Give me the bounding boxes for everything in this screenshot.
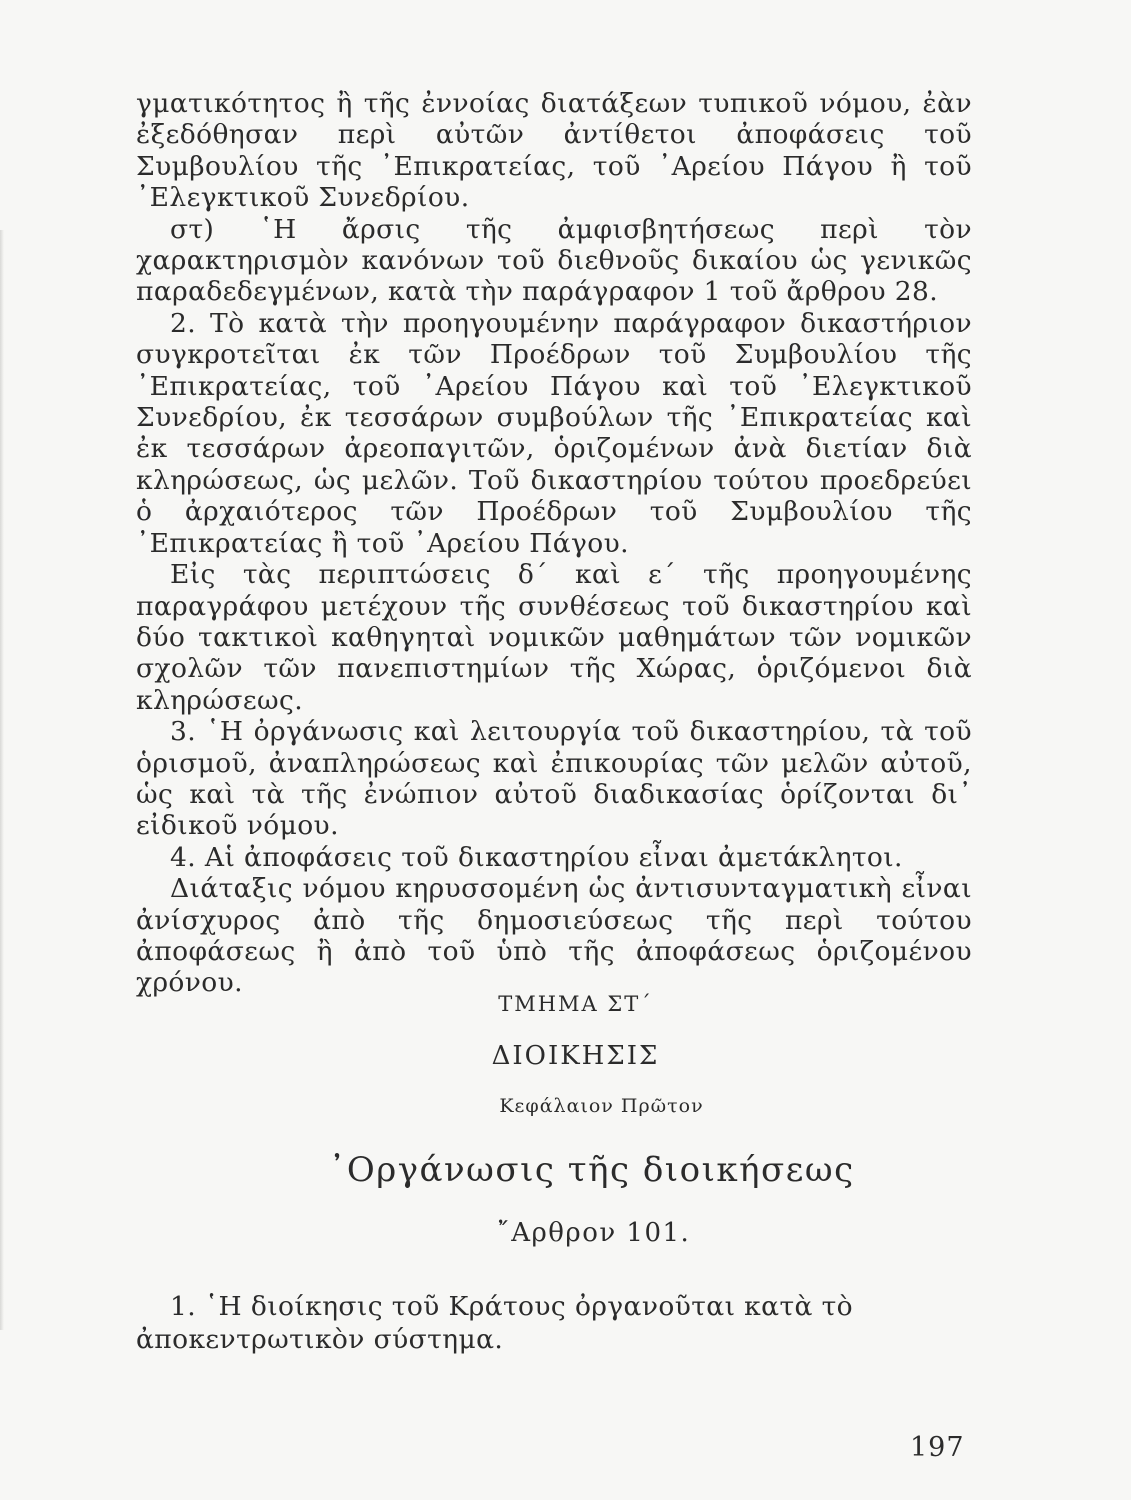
paragraph-continuation: γματικότητος ἢ τῆς ἐννοίας διατάξεων τυπικοῦ νόμου, ἐὰν ἐξεδόθησαν περὶ αὐτῶν ἀντίθετοι ἀποφάσεις τοῦ Συμβουλίου τῆς ᾿Επικρατείας, τοῦ ᾿Αρείου Πάγου ἢ τοῦ ᾿Ελεγκτικοῦ Συνεδρίου. bbox=[136, 88, 972, 214]
section-title: ΔΙΟΙΚΗΣΙΣ bbox=[491, 1041, 660, 1071]
paragraph-unconstitutional: Διάταξις νόμου κηρυσσομένη ὡς ἀντισυνταγματικὴ εἶναι ἀνίσχυρος ἀπὸ τῆς δημοσιεύσεως τῆς περὶ τούτου ἀποφάσεως ἢ ἀπὸ τοῦ ὑπὸ τῆς ἀποφάσεως ὁριζομένου χρόνου. bbox=[136, 873, 972, 999]
section-label: ΤΜΗΜΑ ΣΤ´ bbox=[498, 992, 653, 1016]
body-text bbox=[136, 88, 972, 999]
chapter-label: Κεφάλαιον Πρῶτον bbox=[499, 1095, 704, 1117]
paragraph-3: 3. ῾Η ὀργάνωσις καὶ λειτουργία τοῦ δικαστηρίου, τὰ τοῦ ὁρισμοῦ, ἀναπληρώσεως καὶ ἐπικουρίας τῶν μελῶν αὐτοῦ, ὡς καὶ τὰ τῆς ἐνώπιον αὐτοῦ διαδικασίας ὁρίζονται δι᾿ εἰδικοῦ νόμου. bbox=[136, 716, 972, 842]
paragraph-clause-st: στ) ῾Η ἄρσις τῆς ἀμφισβητήσεως περὶ τὸν χαρακτηρισμὸν κανόνων τοῦ διεθνοῦς δικαίου ὡς γενικῶς παραδεδεγμένων, κατὰ τὴν παράγραφον 1 τοῦ ἄρθρου 28. bbox=[136, 213, 972, 308]
paragraph-2: 2. Τὸ κατὰ τὴν προηγουμένην παράγραφον δικαστήριον συγκροτεῖται ἐκ τῶν Προέδρων τοῦ Συμβουλίου τῆς ᾿Επικρατείας, τοῦ ᾿Αρείου Πάγου καὶ τοῦ ᾿Ελεγκτικοῦ Συνεδρίου, ἐκ τεσσάρων συμβούλων τῆς ᾿Επικρατείας καὶ ἐκ τεσσάρων ἀρεοπαγιτῶν, ὁριζομένων ἀνὰ διετίαν διὰ κληρώσεως, ὡς μελῶν. Τοῦ δικαστηρίου τούτου προεδρεύει ὁ ἀρχαιότερος τῶν Προέδρων τοῦ Συμβουλίου τῆς ᾿Επικρατείας ἢ τοῦ ᾿Αρείου Πάγου. bbox=[136, 307, 972, 559]
article-paragraph-1: 1. ῾Η διοίκησις τοῦ Κράτους ὀργανοῦται κατὰ τὸ ἀποκεντρωτικὸν σύστημα. bbox=[136, 1291, 854, 1355]
article-text bbox=[136, 1290, 972, 1356]
paragraph-cases: Εἰς τὰς περιπτώσεις δ´ καὶ ε´ τῆς προηγουμένης παραγράφου μετέχουν τῆς συνθέσεως τοῦ δικαστηρίου καὶ δύο τακτικοὶ καθηγηταὶ νομικῶν μαθημάτων τῶν νομικῶν σχολῶν τῶν πανεπιστημίων τῆς Χώρας, ὁριζόμενοι διὰ κληρώσεως. bbox=[136, 559, 972, 716]
paragraph-4: 4. Αἱ ἀποφάσεις τοῦ δικαστηρίου εἶναι ἀμετάκλητοι. bbox=[170, 841, 903, 873]
article-label: ῎Αρθρον 101. bbox=[496, 1218, 691, 1248]
page-number: 197 bbox=[910, 1432, 965, 1463]
main-heading: ᾿Οργάνωσις τῆς διοικήσεως bbox=[328, 1150, 855, 1190]
